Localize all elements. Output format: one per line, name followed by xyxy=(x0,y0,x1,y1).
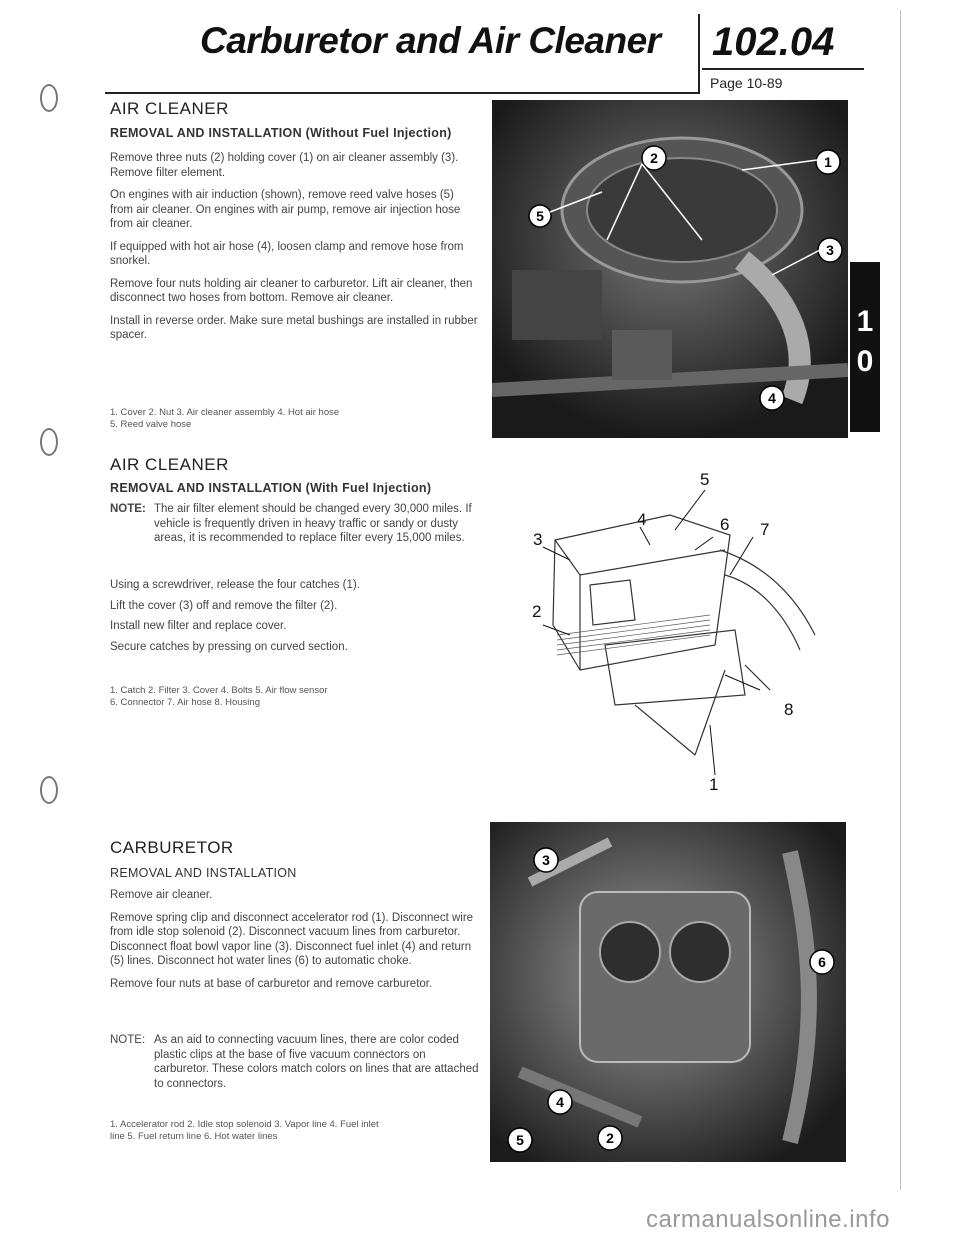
callout-label: 6 xyxy=(720,515,730,534)
callout-label: 5 xyxy=(536,208,544,224)
paragraph: Remove air cleaner. xyxy=(110,889,213,901)
callout-label: 1 xyxy=(824,154,832,170)
binder-hole-icon xyxy=(40,776,58,804)
binder-hole-icon xyxy=(40,84,58,112)
section-side-tab xyxy=(850,262,880,432)
paragraph: Lift the cover (3) off and remove the filter (2). xyxy=(110,599,338,612)
callout-label: 4 xyxy=(556,1094,564,1110)
page-divider xyxy=(702,68,864,70)
callout-label: 8 xyxy=(784,700,794,719)
section-body xyxy=(110,888,480,999)
callout-label: 3 xyxy=(533,530,543,549)
watermark: carmanualsonline.info xyxy=(646,1206,890,1233)
callout-label: 3 xyxy=(826,242,834,258)
note-block xyxy=(110,502,480,554)
section-heading: CARBURETOR xyxy=(110,838,234,857)
legend-line: 1. Accelerator rod 2. Idle stop solenoid 3. Vapor line 4. Fuel inlet xyxy=(110,1119,379,1130)
legend-line: 1. Catch 2. Filter 3. Cover 4. Bolts 5. Air flow sensor xyxy=(110,685,328,696)
callout-label: 2 xyxy=(650,150,658,166)
section-body xyxy=(110,578,480,660)
paragraph: On engines with air induction (shown), remove reed valve hoses (5) from air cleaner. On engines with air pump, remove air injection hose from air cleaner. xyxy=(110,189,461,230)
figure-legend xyxy=(110,1119,480,1142)
paragraph: Using a screwdriver, release the four catches (1). xyxy=(110,579,360,591)
paragraph: Remove four nuts at base of carburetor and remove carburetor. xyxy=(110,977,433,990)
paragraph: If equipped with hot air hose (4), loosen clamp and remove hose from snorkel. xyxy=(110,240,464,267)
header-rule xyxy=(105,92,700,94)
note-block xyxy=(110,1033,480,1099)
legend-line: line 5. Fuel return line 6. Hot water lines xyxy=(110,1130,278,1142)
section-subheading: REMOVAL AND INSTALLATION xyxy=(110,866,297,880)
callout-label: 4 xyxy=(637,510,647,529)
carburetor-photo xyxy=(490,822,846,1162)
callout-label: 6 xyxy=(818,954,826,970)
callout-label: 5 xyxy=(700,470,710,489)
note-label: NOTE: xyxy=(110,1034,146,1046)
callout-label: 4 xyxy=(768,390,776,406)
page-edge-line xyxy=(900,10,901,1190)
side-tab-digit: 1 xyxy=(856,305,874,338)
side-tab-digit: 0 xyxy=(856,345,874,378)
callout-label: 1 xyxy=(709,775,719,794)
section-subheading: REMOVAL AND INSTALLATION (Without Fuel Injection) xyxy=(110,126,452,140)
legend-line: 5. Reed valve hose xyxy=(110,418,192,430)
note-text: As an aid to connecting vacuum lines, there are color coded plastic clips at the base of five vacuum connectors on carburetor. These colors match colors on lines that are attached to connectors. xyxy=(154,1034,479,1090)
paragraph: Secure catches by pressing on curved section. xyxy=(110,640,348,653)
section-heading: AIR CLEANER xyxy=(110,455,229,474)
paragraph: Remove four nuts holding air cleaner to carburetor. Lift air cleaner, then disconnect two hoses from bottom. Remove air cleaner. xyxy=(110,277,473,304)
paragraph: Install in reverse order. Make sure metal bushings are installed in rubber spacer. xyxy=(110,314,478,341)
note-label: NOTE: xyxy=(110,503,146,515)
paragraph: Remove spring clip and disconnect accelerator rod (1). Disconnect wire from idle stop solenoid (2). Disconnect vacuum lines from carburetor. Disconnect float bowl vapor line (3). Disconnect fuel inlet (4) and return (5) lines. Disconnect hot water lines (6) to automatic choke. xyxy=(110,911,474,967)
figure-legend xyxy=(110,407,480,430)
air-filter-diagram xyxy=(495,465,840,795)
paragraph: Install new filter and replace cover. xyxy=(110,620,287,632)
callout-label: 2 xyxy=(606,1130,614,1146)
note-text: The air filter element should be changed every 30,000 miles. If vehicle is frequently driven in heavy traffic or sandy or dusty areas, it is recommended to replace filter every 15,000 miles. xyxy=(154,503,472,544)
legend-line: 1. Cover 2. Nut 3. Air cleaner assembly 4. Hot air hose xyxy=(110,407,340,418)
section-body xyxy=(110,151,480,351)
air-cleaner-engine-photo xyxy=(492,100,848,438)
callout-label: 7 xyxy=(760,520,770,539)
legend-line: 6. Connector 7. Air hose 8. Housing xyxy=(110,696,260,708)
section-heading: AIR CLEANER xyxy=(110,99,229,118)
section-subheading: REMOVAL AND INSTALLATION (With Fuel Injection) xyxy=(110,481,432,495)
callout-label: 2 xyxy=(532,602,542,621)
page-header-title: Carburetor and Air Cleaner xyxy=(200,20,661,61)
binder-hole-icon xyxy=(40,428,58,456)
paragraph: Remove three nuts (2) holding cover (1) on air cleaner assembly (3). Remove filter element. xyxy=(110,152,459,179)
callout-label: 5 xyxy=(516,1132,524,1148)
callout-label: 3 xyxy=(542,852,550,868)
section-number: 102.04 xyxy=(712,20,835,64)
figure-legend xyxy=(110,685,480,708)
page-label: Page 10-89 xyxy=(710,75,783,91)
